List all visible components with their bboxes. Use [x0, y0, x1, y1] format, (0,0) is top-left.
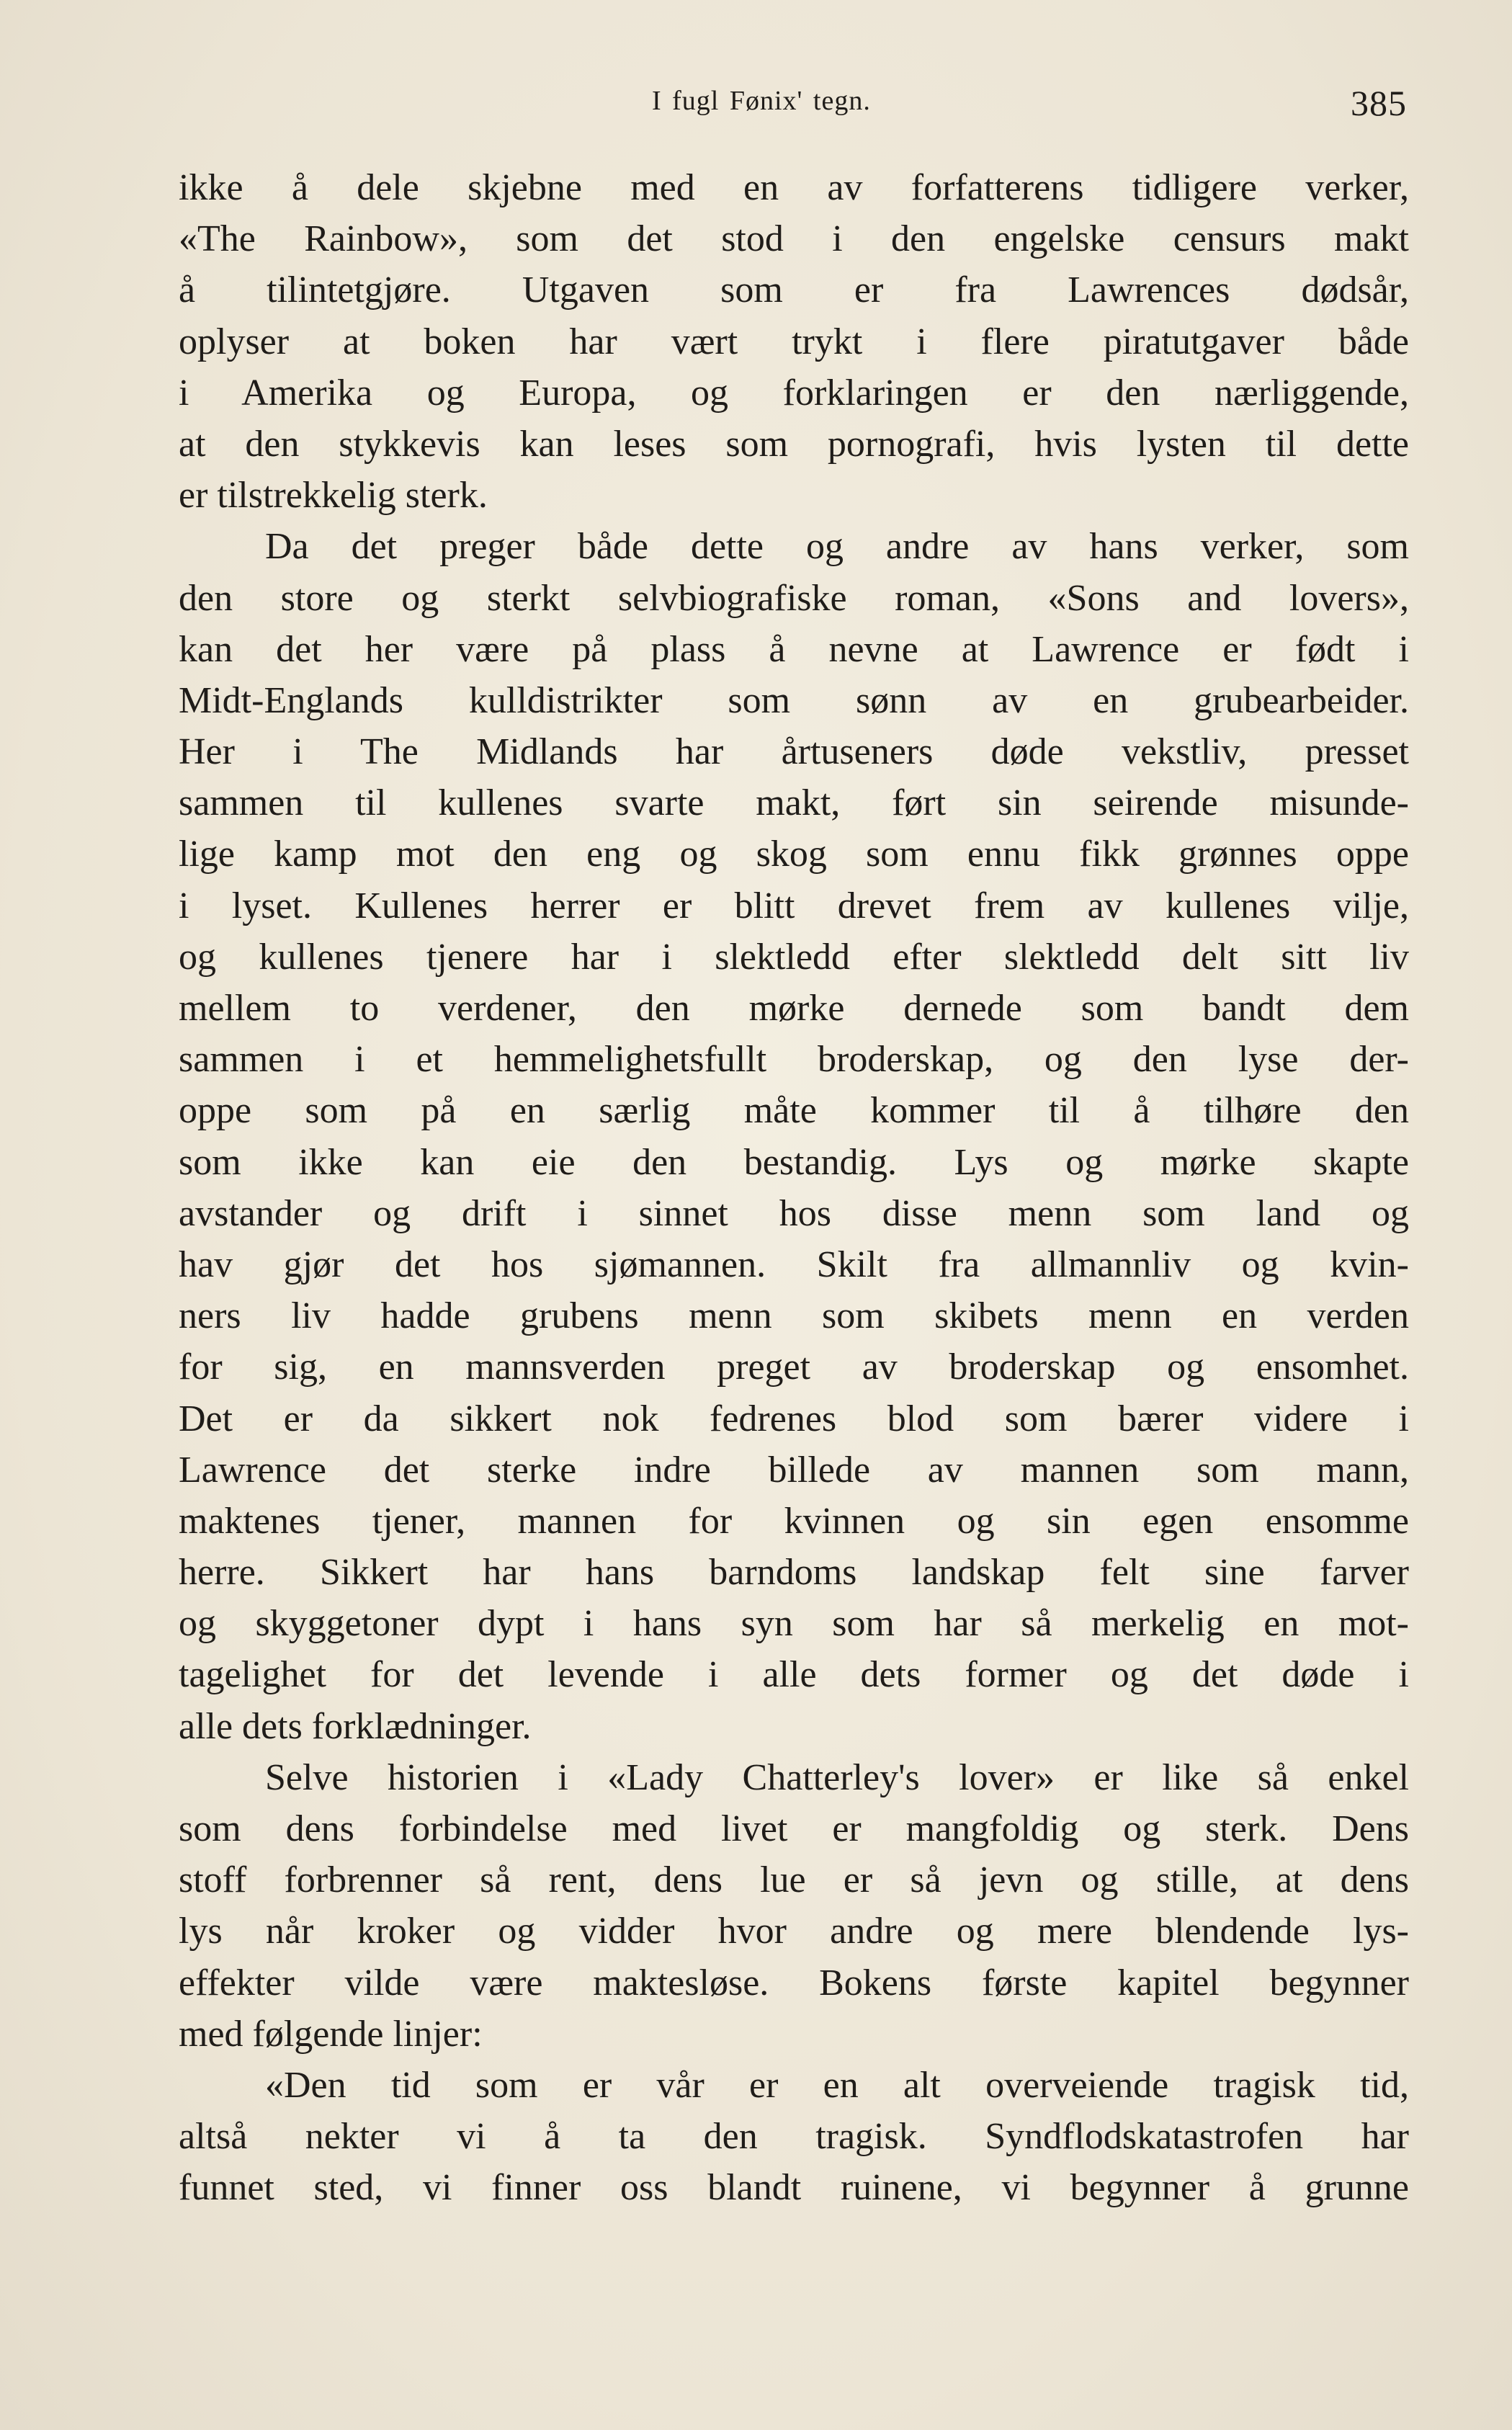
- chapter-title: I fugl Fønix' tegn.: [652, 86, 871, 116]
- text-line: og skyggetoner dypt i hans syn som har så merkelig en mot-: [179, 1603, 1409, 1645]
- text-line: at den stykkevis kan leses som pornografi, hvis lysten til dette: [179, 423, 1409, 465]
- text-line: ikke å dele skjebne med en av forfatterens tidligere verker,: [179, 167, 1409, 208]
- text-line: den store og sterkt selvbiografiske roman, «Sons and lovers»,: [179, 577, 1409, 619]
- text-line: lys når kroker og vidder hvor andre og mere blendende lys-: [179, 1911, 1409, 1952]
- text-line: altså nekter vi å ta den tragisk. Syndflodskatastrofen har: [179, 2116, 1409, 2158]
- text-line: kan det her være på plass å nevne at Lawrence er født i: [179, 628, 1409, 670]
- text-line: og kullenes tjenere har i slektledd efter slektledd delt sitt liv: [179, 936, 1409, 978]
- text-line: tagelighet for det levende i alle dets former og det døde i: [179, 1654, 1409, 1696]
- text-line: sammen i et hemmelighetsfullt broderskap, og den lyse der-: [179, 1039, 1409, 1081]
- text-line: å tilintetgjøre. Utgaven som er fra Lawrences dødsår,: [179, 269, 1409, 311]
- text-line: «Den tid som er vår er en alt overveiende tragisk tid,: [265, 2064, 1409, 2106]
- text-line: funnet sted, vi finner oss blandt ruinene, vi begynner å grunne: [179, 2167, 1409, 2209]
- text-line: i Amerika og Europa, og forklaringen er den nærliggende,: [179, 372, 1409, 414]
- text-line: Lawrence det sterke indre billede av mannen som mann,: [179, 1449, 1409, 1491]
- text-line: er tilstrekkelig sterk.: [179, 475, 488, 517]
- text-line: Selve historien i «Lady Chatterley's lover» er like så enkel: [265, 1756, 1409, 1798]
- text-line: stoff forbrenner så rent, dens lue er så jevn og stille, at dens: [179, 1859, 1409, 1901]
- text-line: lige kamp mot den eng og skog som ennu fikk grønnes oppe: [179, 834, 1409, 875]
- text-line: sammen til kullenes svarte makt, ført sin seirende misunde-: [179, 782, 1409, 824]
- text-line: ners liv hadde grubens menn som skibets menn en verden: [179, 1295, 1409, 1337]
- text-line: alle dets forklædninger.: [179, 1705, 532, 1747]
- text-line: i lyset. Kullenes herrer er blitt drevet frem av kullenes vilje,: [179, 885, 1409, 926]
- text-line: hav gjør det hos sjømannen. Skilt fra allmannliv og kvin-: [179, 1243, 1409, 1285]
- running-head: [0, 85, 1512, 128]
- text-line: med følgende linjer:: [179, 2013, 483, 2055]
- text-line: maktenes tjener, mannen for kvinnen og sin egen ensomme: [179, 1500, 1409, 1542]
- text-line: Her i The Midlands har årtuseners døde vekstliv, presset: [179, 731, 1409, 773]
- text-line: Da det preger både dette og andre av hans verker, som: [265, 526, 1409, 568]
- text-line: oplyser at boken har vært trykt i flere piratutgaver både: [179, 321, 1409, 362]
- text-line: som ikke kan eie den bestandig. Lys og mørke skapte: [179, 1141, 1409, 1183]
- text-line: mellem to verdener, den mørke dernede som bandt dem: [179, 988, 1409, 1029]
- text-line: som dens forbindelse med livet er mangfoldig og sterk. Dens: [179, 1808, 1409, 1849]
- text-line: effekter vilde være maktesløse. Bokens første kapitel begynner: [179, 1962, 1409, 2004]
- text-line: Det er da sikkert nok fedrenes blod som bærer videre i: [179, 1398, 1409, 1439]
- page-number: 385: [1351, 83, 1407, 123]
- text-line: herre. Sikkert har hans barndoms landskap felt sine farver: [179, 1552, 1409, 1594]
- text-line: Midt-Englands kulldistrikter som sønn av en grubearbeider.: [179, 679, 1409, 721]
- text-line: for sig, en mannsverden preget av broderskap og ensomhet.: [179, 1346, 1409, 1388]
- text-line: «The Rainbow», som det stod i den engelske censurs makt: [179, 218, 1409, 260]
- body-text: [179, 162, 1409, 2214]
- text-line: oppe som på en særlig måte kommer til å tilhøre den: [179, 1090, 1409, 1132]
- text-line: avstander og drift i sinnet hos disse menn som land og: [179, 1192, 1409, 1234]
